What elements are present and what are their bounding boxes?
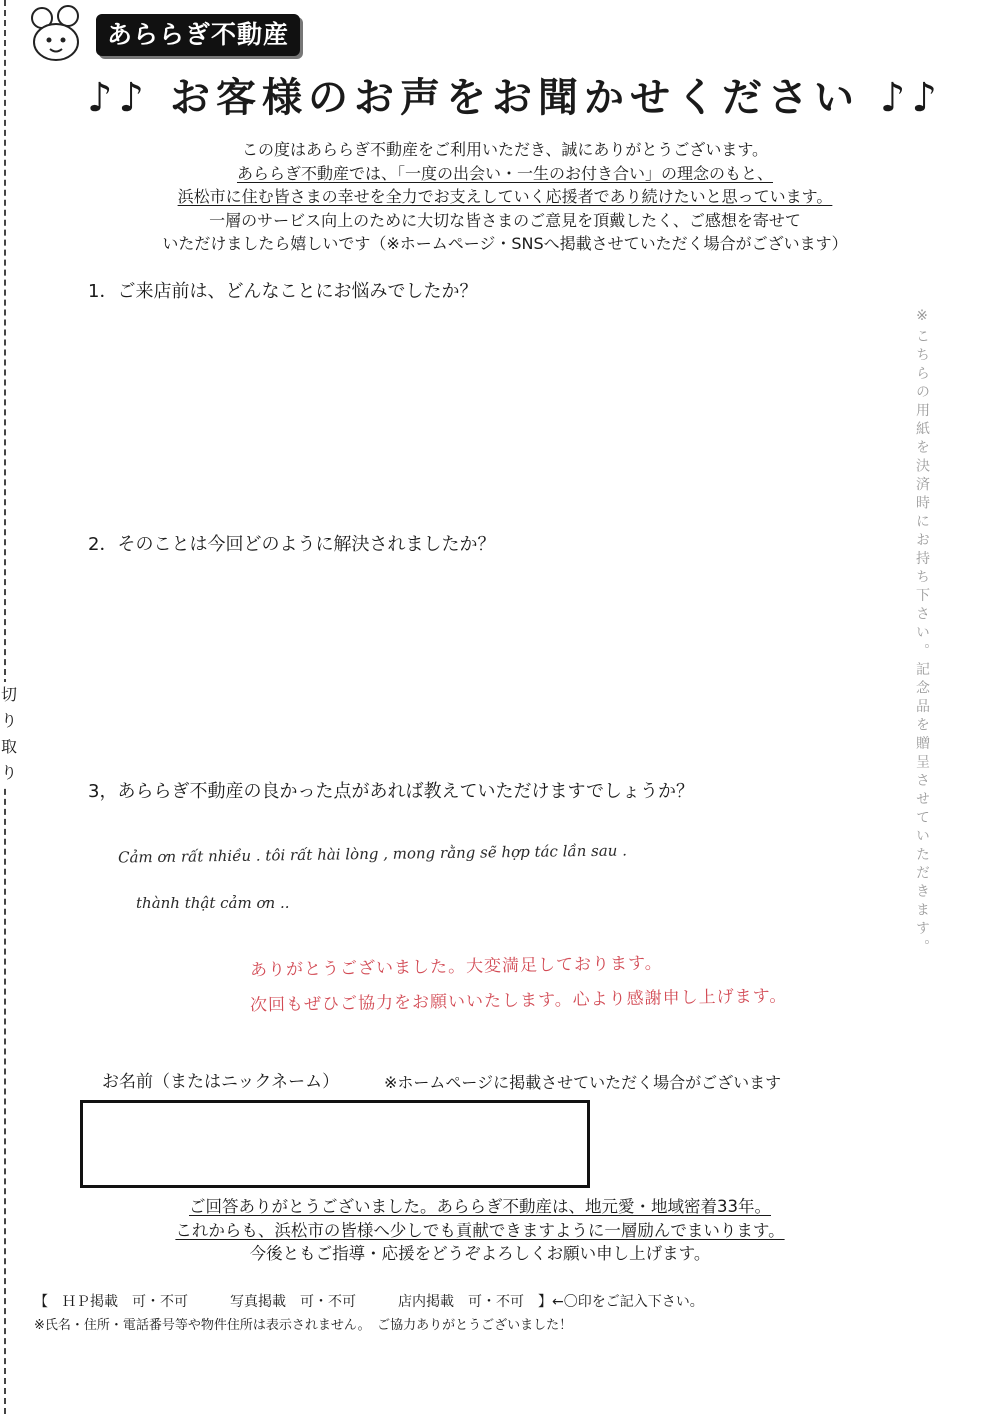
closing-text bbox=[120, 1195, 840, 1266]
answer-2-area[interactable] bbox=[88, 560, 888, 760]
cut-label: 切り取り bbox=[0, 682, 20, 786]
intro-line: 一層のサービス向上のために大切な皆さまのご意見を頂戴したく、ご感想を寄せて bbox=[209, 210, 801, 230]
intro-line: 浜松市に住む皆さまの幸せを全力でお支えしていく応援者であり続けたいと思っています。 bbox=[177, 187, 833, 206]
handwritten-answer-line: Cảm ơn rất nhiều . tôi rất hài lòng , mong rằng sẽ hợp tác lần sau . bbox=[117, 841, 628, 867]
staff-reply-line: 次回もぜひご協力をお願いいたします。心より感謝申し上げます。 bbox=[249, 986, 788, 1016]
question-3: 3，あららぎ不動産の良かった点があれば教えていただけますでしょうか？ bbox=[88, 781, 694, 802]
handwritten-answer-line: thành thật cảm ơn .. bbox=[136, 894, 290, 912]
intro-line: この度はあららぎ不動産をご利用いただき、誠にありがとうございます。 bbox=[241, 140, 769, 159]
closing-line: 今後ともご指導・応援をどうぞよろしくお願い申し上げます。 bbox=[249, 1244, 711, 1263]
intro-line: いただけましたら嬉しいです（※ホームページ・SNSへ掲載させていただく場合がございます） bbox=[162, 234, 848, 253]
mascot-logo-icon bbox=[20, 4, 96, 66]
name-note: ※ホームページに掲載させていただく場合がございます bbox=[384, 1073, 782, 1092]
closing-line: ご回答ありがとうございました。あららぎ不動産は、地元愛・地域密着33年。 bbox=[189, 1197, 771, 1216]
privacy-note: ※氏名・住所・電話番号等や物件住所は表示されません。 ご協力ありがとうございました！ bbox=[34, 1318, 573, 1333]
closing-line: これからも、浜松市の皆様へ少しでも貢献できますように一層励んでまいります。 bbox=[175, 1220, 785, 1240]
answer-1-area[interactable] bbox=[88, 305, 888, 520]
intro-text bbox=[60, 138, 950, 256]
publication-permissions[interactable]: 【 ＨＰ掲載 可・不可 写真掲載 可・不可 店内掲載 可・不可 】←〇印をご記入下さい。 bbox=[34, 1294, 704, 1310]
name-label: お名前（またはニックネーム） bbox=[102, 1072, 340, 1092]
brand-logo: あららぎ不動産 bbox=[96, 14, 300, 56]
staff-reply-line: ありがとうございました。大変満足しております。 bbox=[249, 953, 663, 981]
intro-line: あららぎ不動産では、「一度の出会い・一生のお付き合い」の理念のもと、 bbox=[236, 163, 773, 183]
page-title: ♪♪ お客様のお声をお聞かせください ♪♪ bbox=[87, 75, 943, 121]
question-1: 1．ご来店前は、どんなことにお悩みでしたか？ bbox=[88, 281, 478, 302]
name-field[interactable] bbox=[80, 1100, 590, 1188]
side-note: ※こちらの用紙を決済時にお持ち下さい。記念品を贈呈させていただきます。 bbox=[914, 308, 930, 958]
question-2: 2．そのことは今回どのように解決されましたか？ bbox=[88, 534, 496, 555]
